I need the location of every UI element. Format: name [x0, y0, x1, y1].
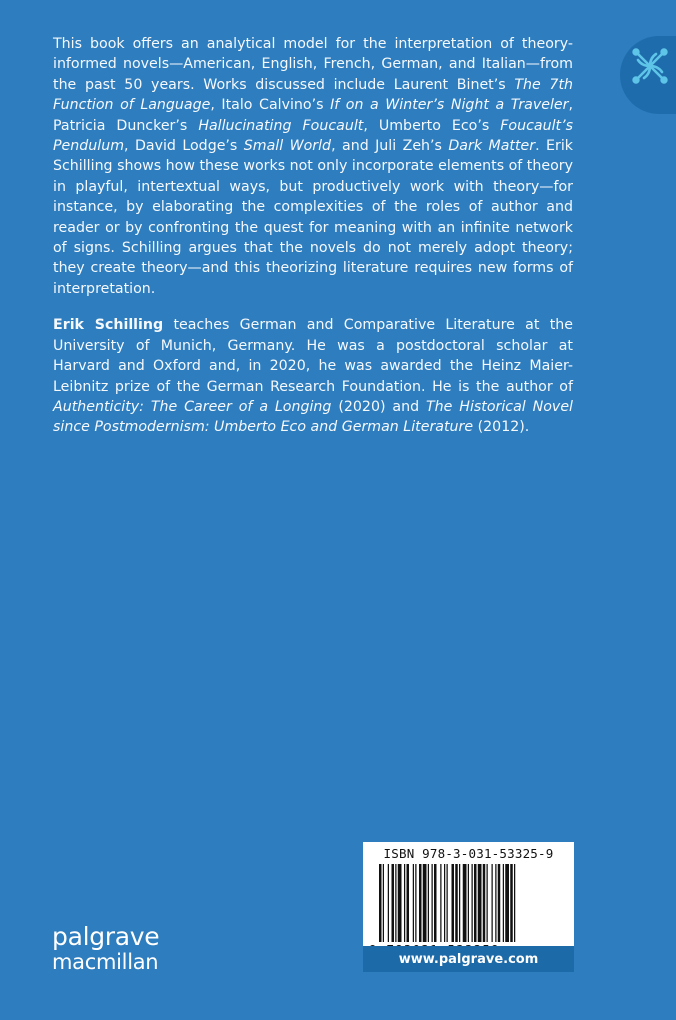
barcode-bar [392, 864, 395, 942]
barcode-bar [432, 864, 433, 942]
publisher-url[interactable]: www.palgrave.com [363, 946, 574, 972]
barcode-bar [383, 864, 384, 942]
barcode-bar [452, 864, 455, 942]
barcode-bar [444, 864, 445, 942]
book-title: Hallucinating Foucault [198, 117, 364, 134]
barcode-bar [440, 864, 441, 942]
barcode-bar [379, 864, 382, 942]
barcode-bar [505, 864, 509, 942]
bio-text: (2012). [473, 419, 530, 436]
book-title: Dark Matter [448, 138, 536, 155]
bio-text: (2020) and [331, 398, 426, 415]
book-description [53, 34, 573, 299]
barcode-bar [395, 864, 396, 942]
barcode-bar [487, 864, 488, 942]
description-text: This book offers an analytical model for the interpretation of theory-informed novels—American, English, French, German, and Italian—from the past 50 years. Works discussed include Laurent Binet’s [53, 36, 573, 93]
description-text: , David Lodge’s [124, 138, 244, 155]
barcode-bar [404, 864, 405, 942]
barcode-bar [413, 864, 414, 942]
barcode-bar [398, 864, 402, 942]
book-title: Small World [243, 138, 332, 155]
bio-text: teaches German and Comparative Literature at the University of Munich, Germany. He was a postdoctoral scholar at Harvard and Oxford and, in 2020, he was awarded the Heinz Maier-Leibnitz prize of the German Research Foundation. He is the author of [53, 317, 573, 395]
barcode-bar [447, 864, 448, 942]
palgrave-macmillan-logo [52, 924, 159, 974]
description-text: , Patricia Duncker’s [53, 97, 573, 134]
book-title: The 7th Function of Language [53, 76, 573, 114]
book-title: The Historical Novel since Postmodernism: Umberto Eco and German Literature [53, 398, 573, 436]
palgrave-flower-emblem-icon [628, 44, 676, 104]
author-bio [53, 315, 573, 437]
barcode-bar [503, 864, 504, 942]
barcode-bar [459, 864, 460, 942]
barcode-bar [434, 864, 437, 942]
barcode-bar [468, 864, 469, 942]
barcode-bar [474, 864, 477, 942]
description-text: , and Juli Zeh’s [331, 138, 449, 155]
barcode-bar [388, 864, 389, 942]
barcode-bar [478, 864, 482, 942]
description-text: . Erik Schilling shows how these works not only incorporate elements of theory in playful, intertextual ways, but productively work with theory—for instance, by elaborating the complexities of the roles of author and reader or by confronting the quest for meaning with an infinite network of signs. Schilling argues that the novels do not merely adopt theory; they create theory—and this theorizing literature requires new forms of interpretation. [53, 138, 573, 297]
barcode-bar [419, 864, 422, 942]
barcode-bar [463, 864, 467, 942]
book-title: Foucault’s Pendulum [53, 117, 573, 155]
barcode-bar [455, 864, 458, 942]
barcode-bars-icon [379, 864, 559, 946]
isbn-label: ISBN 978-3-031-53325-9 [383, 846, 554, 861]
back-cover-blurb [53, 34, 573, 454]
barcode-bar [483, 864, 486, 942]
barcode-bar [407, 864, 410, 942]
book-title: If on a Winter’s Night a Traveler [330, 97, 569, 114]
barcode-bar [510, 864, 513, 942]
description-text: , Umberto Eco’s [363, 117, 501, 134]
barcode-bar [423, 864, 427, 942]
barcode-bar [495, 864, 496, 942]
description-text: , Italo Calvino’s [210, 97, 331, 114]
barcode-bar [428, 864, 429, 942]
author-name: Erik Schilling [53, 317, 164, 334]
barcode-bar [492, 864, 493, 942]
barcode-bar [472, 864, 473, 942]
logo-line-macmillan: macmillan [52, 950, 159, 974]
barcode-bar [498, 864, 501, 942]
logo-line-palgrave: palgrave [52, 922, 160, 951]
barcode-bar [415, 864, 416, 942]
book-title: Authenticity: The Career of a Longing [53, 398, 332, 415]
barcode-bar [514, 864, 515, 942]
